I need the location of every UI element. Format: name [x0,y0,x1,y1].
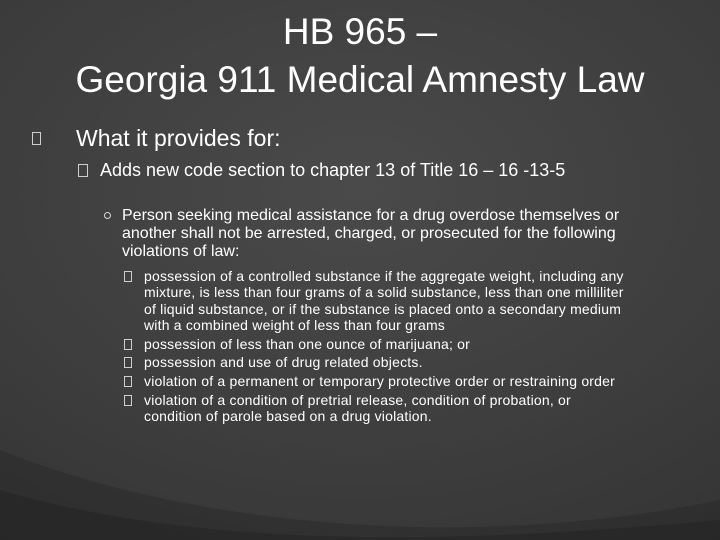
missing-glyph-box-icon [124,376,132,387]
missing-glyph-box-icon [124,271,132,282]
missing-glyph-box-icon [124,395,132,406]
slide-title [0,8,720,104]
bullet-level-3 [104,207,624,261]
rule-text: Person seeking medical assistance for a drug overdose themselves or another shall not be arrested, charged, or prosecuted for the following violations of law: [122,207,620,260]
list-item [124,373,624,389]
hollow-circle-icon [104,212,111,219]
code-section-text: Adds new code section to chapter 13 of Title 16 – 16 -13-5 [100,160,566,180]
bullet-level-2 [84,160,644,181]
violation-text: violation of a condition of pretrial release, condition of probation, or condition of parole based on a drug violation. [144,391,571,424]
missing-glyph-box-icon [124,357,132,368]
title-line-1: HB 965 – [282,11,438,52]
missing-glyph-box-icon [124,339,132,350]
list-item [124,336,624,352]
violations-list [124,268,624,427]
list-item [124,354,624,370]
missing-glyph-box-icon [32,132,41,145]
heading-text: What it provides for: [76,125,281,151]
bullet-level-1 [48,124,281,152]
violation-text: possession of a controlled substance if the aggregate weight, including any mixture, is less than four grams of a solid substance, less than one milliliter of liquid substance, or if the substance is placed onto a secondary medium with a combined weight of less than four grams [144,268,624,334]
violation-text: possession and use of drug related objects. [144,354,423,371]
violation-text: violation of a permanent or temporary protective order or restraining order [144,373,615,389]
list-item [124,392,624,425]
missing-glyph-box-icon [78,164,88,177]
violation-text: possession of less than one ounce of marijuana; or [144,335,470,352]
list-item [124,268,624,334]
title-line-2: Georgia 911 Medical Amnesty Law [75,59,645,100]
